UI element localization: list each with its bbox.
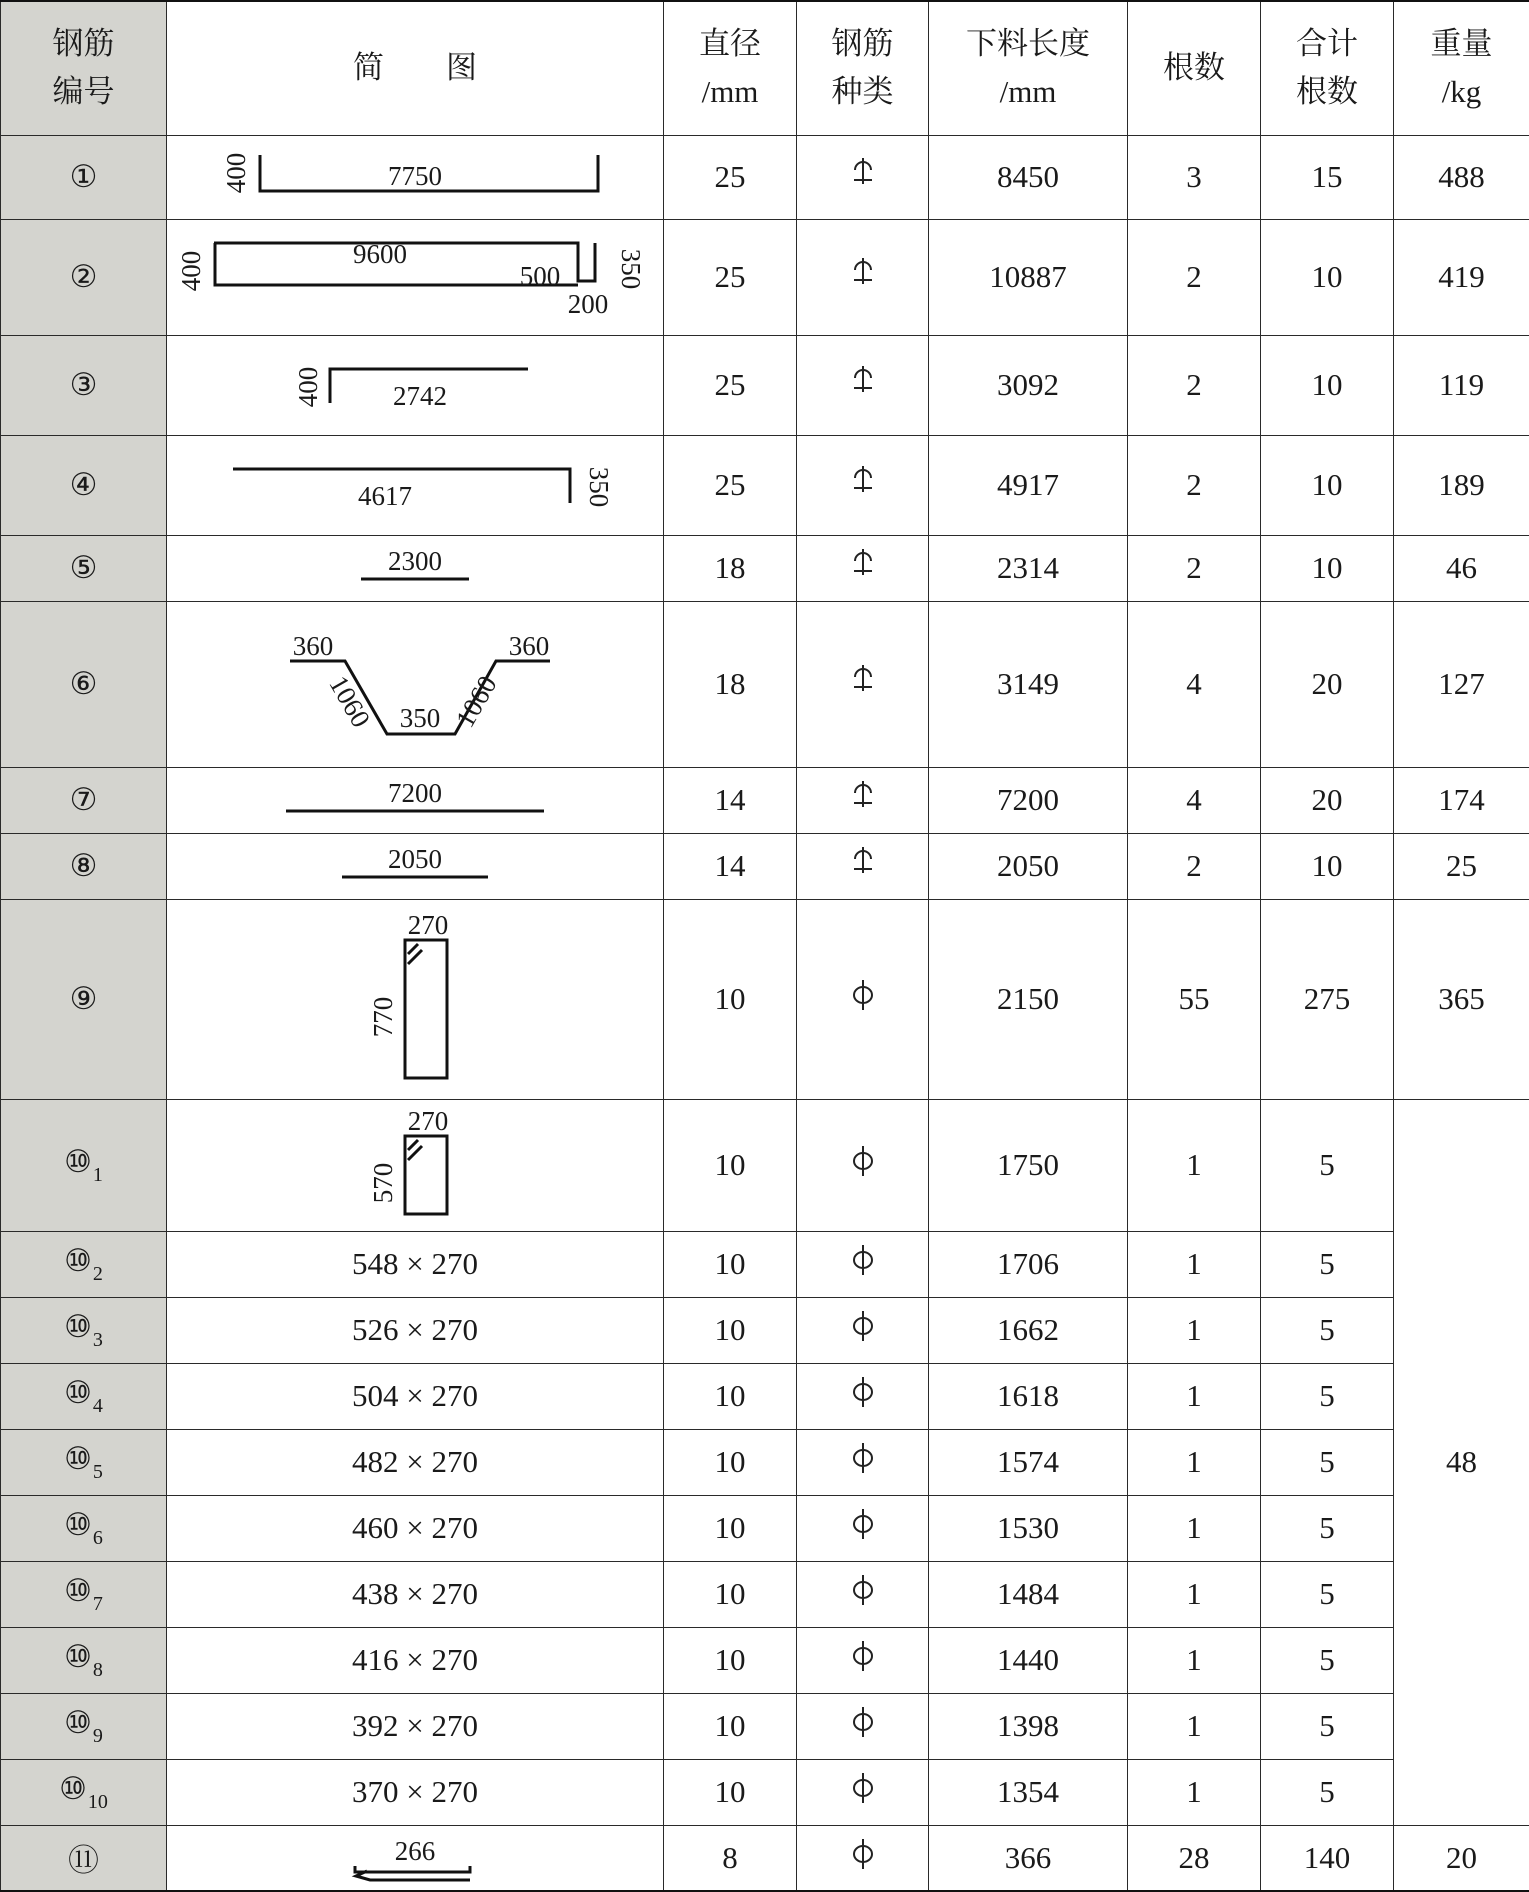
total-cell: 5 <box>1261 1363 1394 1429</box>
weight-cell: 25 <box>1394 833 1529 899</box>
count-cell: 4 <box>1128 767 1261 833</box>
hpb-icon <box>851 1637 875 1675</box>
grade-cell <box>797 1231 929 1297</box>
rebar-id: ⑧ <box>1 833 167 899</box>
table-row <box>1 435 1529 535</box>
rebar-id: $⑩_1$ <box>1 1099 167 1231</box>
diameter-cell: 10 <box>664 1363 797 1429</box>
rebar-id: $⑩_5$ <box>1 1429 167 1495</box>
length-cell: 1750 <box>929 1099 1128 1231</box>
total-cell: 5 <box>1261 1561 1394 1627</box>
rebar-sketch-cell: 438 × 270 <box>167 1561 664 1627</box>
rebar-sketch <box>170 538 660 598</box>
hook-mark <box>408 944 418 954</box>
count-cell: 2 <box>1128 219 1261 335</box>
hpb-icon <box>851 1307 875 1345</box>
weight-cell: 127 <box>1394 601 1529 767</box>
diameter-cell: 25 <box>664 335 797 435</box>
total-cell: 5 <box>1261 1627 1394 1693</box>
dim-label: 400 <box>176 250 206 292</box>
table-row <box>1 1693 1529 1759</box>
grade-cell <box>797 535 929 601</box>
hook-mark <box>408 1140 418 1150</box>
diameter-cell: 10 <box>664 899 797 1099</box>
dim-label: 360 <box>292 631 334 661</box>
count-cell: 1 <box>1128 1561 1261 1627</box>
length-cell: 1484 <box>929 1561 1128 1627</box>
length-cell: 1662 <box>929 1297 1128 1363</box>
hpb-icon <box>851 976 875 1014</box>
total-cell: 10 <box>1261 435 1394 535</box>
count-cell: 1 <box>1128 1429 1261 1495</box>
hrb-icon <box>851 777 875 815</box>
diameter-cell: 10 <box>664 1429 797 1495</box>
dim-label: 2050 <box>388 844 442 874</box>
count-cell: 1 <box>1128 1495 1261 1561</box>
grade-cell <box>797 767 929 833</box>
dim-label: 500 <box>519 261 561 291</box>
dim-label: 770 <box>368 996 398 1038</box>
rebar-id: ⑪ <box>1 1825 167 1891</box>
rebar-sketch-cell <box>167 219 664 335</box>
table-row <box>1 1231 1529 1297</box>
count-cell: 1 <box>1128 1627 1261 1693</box>
hpb-icon <box>851 1241 875 1279</box>
weight-cell: 46 <box>1394 535 1529 601</box>
table-row <box>1 535 1529 601</box>
hrb-icon <box>851 254 875 292</box>
table-row <box>1 219 1529 335</box>
weight-cell: 488 <box>1394 135 1529 219</box>
diameter-cell: 14 <box>664 767 797 833</box>
dim-label: 1060 <box>449 670 503 733</box>
rebar-sketch <box>170 770 660 830</box>
header-sketch: 简 图 <box>167 1 664 135</box>
total-cell: 5 <box>1261 1429 1394 1495</box>
rebar-id: ② <box>1 219 167 335</box>
grade-cell <box>797 435 929 535</box>
length-cell: 1440 <box>929 1627 1128 1693</box>
total-cell: 10 <box>1261 833 1394 899</box>
hrb-icon <box>851 545 875 583</box>
diameter-cell: 25 <box>664 435 797 535</box>
count-cell: 2 <box>1128 535 1261 601</box>
table-row <box>1 335 1529 435</box>
grade-cell <box>797 1363 929 1429</box>
rebar-line <box>355 1866 470 1872</box>
hrb-icon <box>851 154 875 192</box>
rebar-id: $⑩_7$ <box>1 1561 167 1627</box>
dim-label: 200 <box>567 289 609 319</box>
total-cell: 5 <box>1261 1759 1394 1825</box>
grade-cell <box>797 1099 929 1231</box>
table-row <box>1 1561 1529 1627</box>
grade-cell <box>797 601 929 767</box>
rebar-id: $⑩_3$ <box>1 1297 167 1363</box>
rebar-sketch <box>170 222 660 332</box>
count-cell: 2 <box>1128 833 1261 899</box>
total-cell: 10 <box>1261 535 1394 601</box>
rebar-id: $⑩_4$ <box>1 1363 167 1429</box>
grade-cell <box>797 335 929 435</box>
header-id: 钢筋 编号 <box>1 1 167 135</box>
header-diameter: 直径 /mm <box>664 1 797 135</box>
dim-label: 1060 <box>323 670 377 733</box>
rebar-id: $⑩_6$ <box>1 1495 167 1561</box>
table-row <box>1 1627 1529 1693</box>
length-cell: 10887 <box>929 219 1128 335</box>
length-cell: 1706 <box>929 1231 1128 1297</box>
header-weight: 重量 /kg <box>1394 1 1529 135</box>
hpb-icon <box>851 1835 875 1873</box>
hpb-icon <box>851 1439 875 1477</box>
total-cell: 5 <box>1261 1099 1394 1231</box>
total-cell: 20 <box>1261 767 1394 833</box>
table-row <box>1 833 1529 899</box>
table-row <box>1 1429 1529 1495</box>
dim-label: 570 <box>368 1162 398 1204</box>
hrb-icon <box>851 843 875 881</box>
rebar-sketch-cell: 392 × 270 <box>167 1693 664 1759</box>
grade-cell <box>797 1561 929 1627</box>
rebar-sketch-cell: 460 × 270 <box>167 1495 664 1561</box>
dim-label: 270 <box>407 1106 449 1136</box>
rebar-sketch-cell <box>167 335 664 435</box>
length-cell: 2150 <box>929 899 1128 1099</box>
length-cell: 4917 <box>929 435 1128 535</box>
total-cell: 10 <box>1261 219 1394 335</box>
length-cell: 1354 <box>929 1759 1128 1825</box>
total-cell: 140 <box>1261 1825 1394 1891</box>
diameter-cell: 10 <box>664 1099 797 1231</box>
length-cell: 1574 <box>929 1429 1128 1495</box>
dim-label: 2300 <box>388 546 442 576</box>
rebar-sketch-cell: 416 × 270 <box>167 1627 664 1693</box>
header-row <box>1 1 1529 135</box>
hpb-icon <box>851 1505 875 1543</box>
length-cell: 1530 <box>929 1495 1128 1561</box>
rebar-sketch-cell: 482 × 270 <box>167 1429 664 1495</box>
rebar-id: $⑩_{10}$ <box>1 1759 167 1825</box>
total-cell: 5 <box>1261 1693 1394 1759</box>
count-cell: 1 <box>1128 1297 1261 1363</box>
hrb-icon <box>851 661 875 699</box>
table-row <box>1 601 1529 767</box>
weight-cell: 189 <box>1394 435 1529 535</box>
count-cell: 2 <box>1128 435 1261 535</box>
diameter-cell: 10 <box>664 1297 797 1363</box>
hpb-icon <box>851 1769 875 1807</box>
diameter-cell: 25 <box>664 219 797 335</box>
rebar-id: ⑦ <box>1 767 167 833</box>
count-cell: 1 <box>1128 1231 1261 1297</box>
table-row <box>1 1363 1529 1429</box>
hpb-icon <box>851 1703 875 1741</box>
table-row <box>1 899 1529 1099</box>
grade-cell <box>797 135 929 219</box>
rebar-id: ③ <box>1 335 167 435</box>
dim-label: 7200 <box>388 778 442 808</box>
length-cell: 2050 <box>929 833 1128 899</box>
rebar-sketch-cell <box>167 535 664 601</box>
grade-cell <box>797 1759 929 1825</box>
grade-cell <box>797 833 929 899</box>
length-cell: 2314 <box>929 535 1128 601</box>
rebar-id: ⑥ <box>1 601 167 767</box>
dim-label: 400 <box>293 366 323 408</box>
header-grade: 钢筋 种类 <box>797 1 929 135</box>
grade-cell <box>797 1693 929 1759</box>
diameter-cell: 18 <box>664 535 797 601</box>
rebar-id: $⑩_9$ <box>1 1693 167 1759</box>
total-cell: 20 <box>1261 601 1394 767</box>
rebar-id: ① <box>1 135 167 219</box>
rebar-sketch-cell <box>167 1099 664 1231</box>
rebar-sketch-cell: 548 × 270 <box>167 1231 664 1297</box>
grade-cell <box>797 899 929 1099</box>
rebar-sketch-cell <box>167 435 664 535</box>
table-row <box>1 1297 1529 1363</box>
dim-label: 2742 <box>393 381 447 411</box>
length-cell: 1398 <box>929 1693 1128 1759</box>
weight-cell: 20 <box>1394 1825 1529 1891</box>
hrb-icon <box>851 362 875 400</box>
weight-cell: 174 <box>1394 767 1529 833</box>
length-cell: 3149 <box>929 601 1128 767</box>
grade-cell <box>797 1297 929 1363</box>
count-cell: 1 <box>1128 1759 1261 1825</box>
rebar-sketch <box>170 604 660 764</box>
grade-cell <box>797 219 929 335</box>
rebar-sketch-cell <box>167 1825 664 1891</box>
length-cell: 8450 <box>929 135 1128 219</box>
rebar-sketch <box>170 1828 660 1888</box>
weight-cell: 365 <box>1394 899 1529 1099</box>
hpb-icon <box>851 1571 875 1609</box>
count-cell: 1 <box>1128 1693 1261 1759</box>
group-weight-cell: 48 <box>1394 1099 1529 1825</box>
table-row <box>1 135 1529 219</box>
rebar-sketch-cell <box>167 899 664 1099</box>
rebar-id: ④ <box>1 435 167 535</box>
length-cell: 7200 <box>929 767 1128 833</box>
rebar-sketch-cell <box>167 767 664 833</box>
rebar-sketch <box>170 438 660 532</box>
weight-cell: 119 <box>1394 335 1529 435</box>
dim-label: 266 <box>394 1835 436 1866</box>
rebar-id: $⑩_2$ <box>1 1231 167 1297</box>
rebar-sketch-cell <box>167 601 664 767</box>
hpb-icon <box>851 1142 875 1180</box>
rebar-id: ⑤ <box>1 535 167 601</box>
diameter-cell: 10 <box>664 1759 797 1825</box>
total-cell: 15 <box>1261 135 1394 219</box>
diameter-cell: 10 <box>664 1561 797 1627</box>
count-cell: 1 <box>1128 1099 1261 1231</box>
header-length: 下料长度 /mm <box>929 1 1128 135</box>
rebar-id: ⑨ <box>1 899 167 1099</box>
diameter-cell: 18 <box>664 601 797 767</box>
dim-label: 4617 <box>358 481 412 511</box>
diameter-cell: 10 <box>664 1627 797 1693</box>
grade-cell <box>797 1825 929 1891</box>
rebar-sketch <box>170 902 660 1096</box>
count-cell: 4 <box>1128 601 1261 767</box>
hrb-icon <box>851 462 875 500</box>
rebar-sketch-cell: 526 × 270 <box>167 1297 664 1363</box>
table-row <box>1 767 1529 833</box>
count-cell: 1 <box>1128 1363 1261 1429</box>
count-cell: 28 <box>1128 1825 1261 1891</box>
rebar-sketch <box>170 138 660 216</box>
dim-label: 350 <box>584 466 614 508</box>
diameter-cell: 10 <box>664 1693 797 1759</box>
count-cell: 3 <box>1128 135 1261 219</box>
length-cell: 366 <box>929 1825 1128 1891</box>
table-row <box>1 1495 1529 1561</box>
total-cell: 5 <box>1261 1297 1394 1363</box>
total-cell: 5 <box>1261 1495 1394 1561</box>
diameter-cell: 10 <box>664 1495 797 1561</box>
rebar-sketch-cell: 370 × 270 <box>167 1759 664 1825</box>
diameter-cell: 8 <box>664 1825 797 1891</box>
rebar-sketch <box>170 1102 660 1228</box>
table-row <box>1 1825 1529 1891</box>
diameter-cell: 14 <box>664 833 797 899</box>
header-count: 根数 <box>1128 1 1261 135</box>
diameter-cell: 25 <box>664 135 797 219</box>
total-cell: 275 <box>1261 899 1394 1099</box>
dim-label: 350 <box>399 703 441 733</box>
table-row <box>1 1759 1529 1825</box>
dim-label: 270 <box>407 910 449 940</box>
dim-label: 400 <box>221 152 251 194</box>
count-cell: 55 <box>1128 899 1261 1099</box>
rebar-sketch-cell: 504 × 270 <box>167 1363 664 1429</box>
diameter-cell: 10 <box>664 1231 797 1297</box>
grade-cell <box>797 1495 929 1561</box>
rebar-sketch-cell <box>167 135 664 219</box>
grade-cell <box>797 1429 929 1495</box>
header-total: 合计 根数 <box>1261 1 1394 135</box>
rebar-sketch-cell <box>167 833 664 899</box>
dim-label: 360 <box>508 631 550 661</box>
weight-cell: 419 <box>1394 219 1529 335</box>
dim-label: 7750 <box>388 161 442 191</box>
dim-label: 9600 <box>353 239 407 269</box>
rebar-sketch <box>170 836 660 896</box>
length-cell: 3092 <box>929 335 1128 435</box>
rebar-sketch <box>170 338 660 432</box>
hpb-icon <box>851 1373 875 1411</box>
count-cell: 2 <box>1128 335 1261 435</box>
rebar-id: $⑩_8$ <box>1 1627 167 1693</box>
total-cell: 10 <box>1261 335 1394 435</box>
grade-cell <box>797 1627 929 1693</box>
table-row <box>1 1099 1529 1231</box>
total-cell: 5 <box>1261 1231 1394 1297</box>
length-cell: 1618 <box>929 1363 1128 1429</box>
dim-label: 350 <box>616 248 646 290</box>
